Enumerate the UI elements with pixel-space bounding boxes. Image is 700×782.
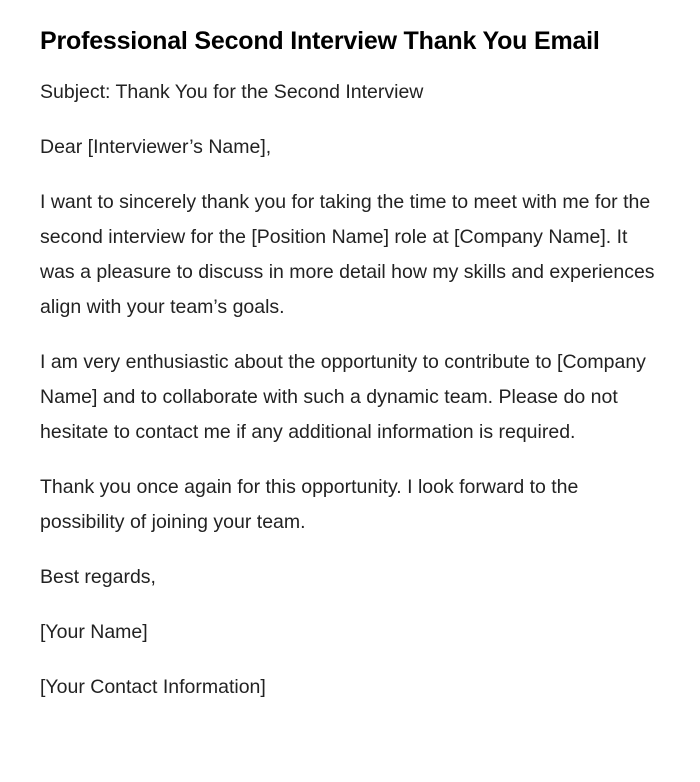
email-signature-contact: [Your Contact Information] bbox=[40, 676, 266, 698]
email-body-paragraph-enthusiasm: I am very enthusiastic about the opportunity to contribute to [Company Name] and to collaborate with such a dynamic team. Please do not hesitate to contact me if any additional information is required. bbox=[40, 351, 646, 443]
email-signature-name: [Your Name] bbox=[40, 621, 148, 643]
email-subject-line: Subject: Thank You for the Second Interview bbox=[40, 81, 424, 103]
email-body-paragraph-closing-remark: Thank you once again for this opportunity. I look forward to the possibility of joining your team. bbox=[40, 476, 579, 533]
email-closing: Best regards, bbox=[40, 566, 156, 588]
email-body-paragraph-thanks: I want to sincerely thank you for taking the time to meet with me for the second interview for the [Position Name] role at [Company Name]. It was a pleasure to discuss in more detail how my skills and experiences align with your team’s goals. bbox=[40, 191, 655, 318]
email-greeting: Dear [Interviewer’s Name], bbox=[40, 136, 272, 158]
page-title: Professional Second Interview Thank You Email bbox=[40, 27, 600, 55]
